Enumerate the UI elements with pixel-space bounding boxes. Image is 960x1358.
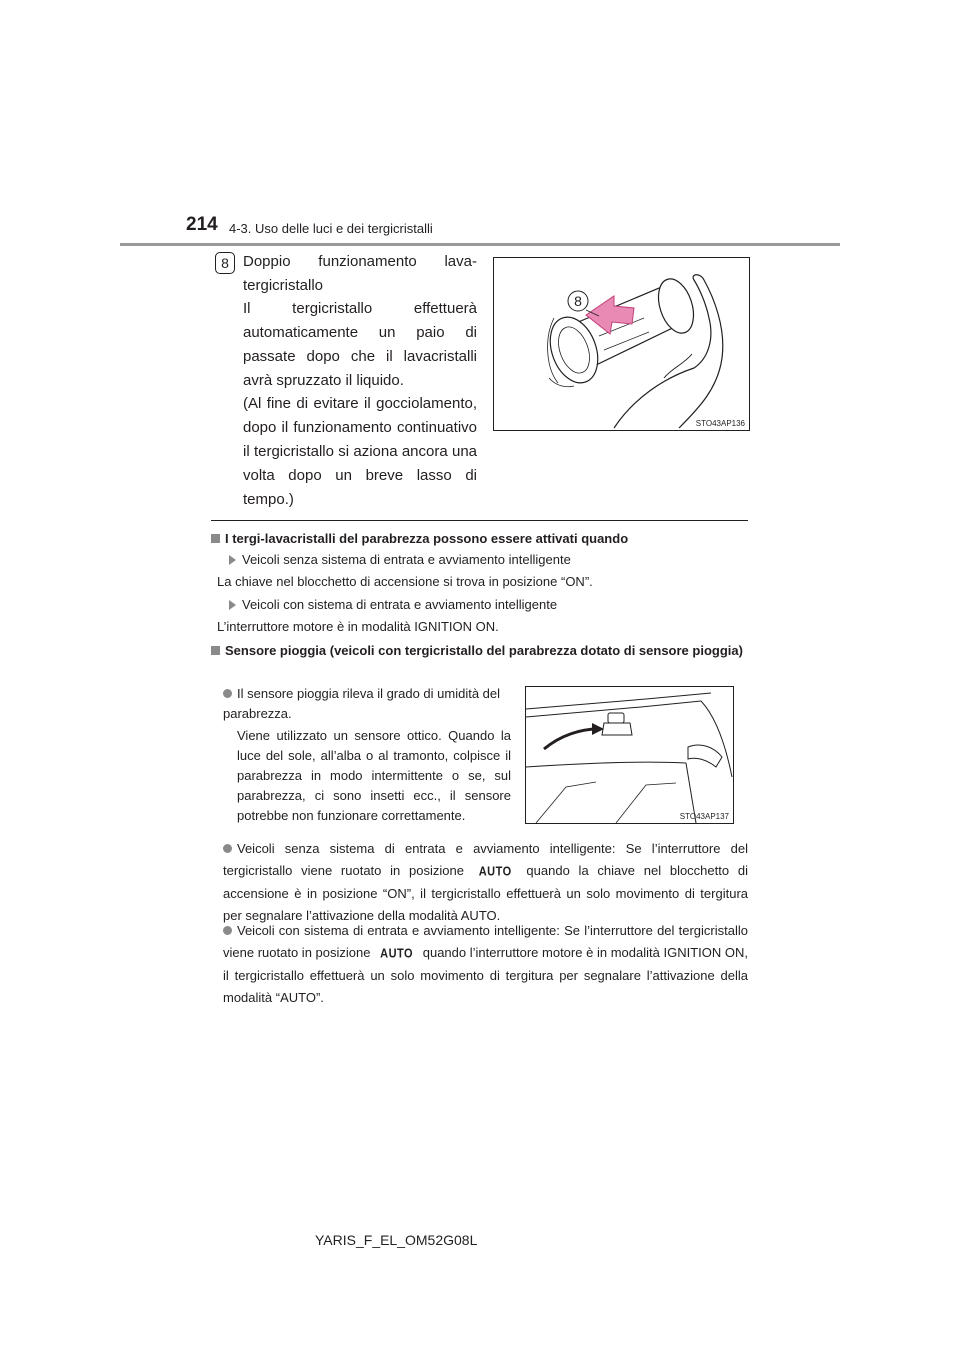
auto-position-icon: AUTO bbox=[478, 865, 512, 879]
section2-bullet1: Il sensore pioggia rileva il grado di umidità del parabrezza. bbox=[223, 686, 501, 721]
section1-item2: Veicoli con sistema di entrata e avviamento intelligente bbox=[229, 595, 557, 615]
page-number: 214 bbox=[186, 214, 218, 235]
section2-bullet3: Veicoli con sistema di entrata e avviamento intelligente: Se l’interruttore del tergicristallo viene ruotato in posizione AUTO quando l’interruttore motore è in modalità IGNITION ON, il tergicristallo effettuerà un solo movimento di tergitura per segnalare l’attivazione della modalità “AUTO”. bbox=[223, 923, 748, 1005]
step-number-badge: 8 bbox=[215, 252, 235, 274]
triangle-bullet-icon bbox=[229, 600, 236, 610]
circle-bullet-icon bbox=[223, 844, 232, 853]
wiper-stalk-figure bbox=[493, 257, 750, 431]
step-paragraph-2: (Al fine di evitare il gocciolamento, dopo il funzionamento continuativo il tergicristallo si aziona ancora una volta dopo un breve lasso di tempo.) bbox=[243, 395, 477, 508]
step-title-line1: Doppio funzionamento lava- bbox=[243, 253, 477, 270]
step-paragraph-1: Il tergicristallo effettuerà automaticamente un paio di passate dopo che il lavacristalli avrà spruzzato il liquido. bbox=[243, 300, 477, 389]
wiper-stalk-illustration bbox=[494, 258, 749, 430]
section1-text2: L’interruttore motore è in modalità IGNITION ON. bbox=[217, 619, 499, 634]
section-title: 4-3. Uso delle luci e dei tergicristalli bbox=[229, 221, 433, 236]
triangle-bullet-icon bbox=[229, 555, 236, 565]
figure-code: STO43AP136 bbox=[695, 419, 745, 428]
header-divider bbox=[120, 243, 840, 246]
section1-text1: La chiave nel blocchetto di accensione si trova in posizione “ON”. bbox=[217, 574, 593, 589]
circle-bullet-icon bbox=[223, 926, 232, 935]
rain-sensor-figure bbox=[525, 686, 734, 824]
windshield-illustration bbox=[526, 687, 733, 823]
figure-callout-8: 8 bbox=[574, 293, 582, 309]
section-divider bbox=[211, 520, 748, 521]
square-bullet-icon bbox=[211, 534, 220, 543]
step-title-line2: tergicristallo bbox=[243, 277, 324, 294]
square-bullet-icon bbox=[211, 646, 220, 655]
figure-code: STO43AP137 bbox=[679, 812, 729, 821]
section2-heading: Sensore pioggia (veicoli con tergicristallo del parabrezza dotato di sensore pioggia) bbox=[211, 641, 748, 661]
step-title bbox=[243, 250, 477, 298]
section2-bullet2: Veicoli senza sistema di entrata e avviamento intelligente: Se l’interruttore del tergicristallo viene ruotato in posizione AUTO quando la chiave nel blocchetto di accensione è in posizione “ON”, il tergicristallo effettuerà un solo movimento di tergitura per segnalare l’attivazione della modalità AUTO. bbox=[223, 841, 748, 923]
section1-item1: Veicoli senza sistema di entrata e avviamento intelligente bbox=[229, 550, 571, 570]
section1-heading: I tergi-lavacristalli del parabrezza possono essere attivati quando bbox=[211, 529, 628, 549]
section2-bullet1-extra: Viene utilizzato un sensore ottico. Quando la luce del sole, all’alba o al tramonto, colpisce il parabrezza in modo intermittente o se, sul parabrezza, ci sono insetti ecc., il sensore potrebbe non funzionare correttamente. bbox=[237, 728, 511, 823]
auto-position-icon: AUTO bbox=[380, 947, 414, 961]
circle-bullet-icon bbox=[223, 689, 232, 698]
document-code: YARIS_F_EL_OM52G08L bbox=[315, 1232, 478, 1248]
